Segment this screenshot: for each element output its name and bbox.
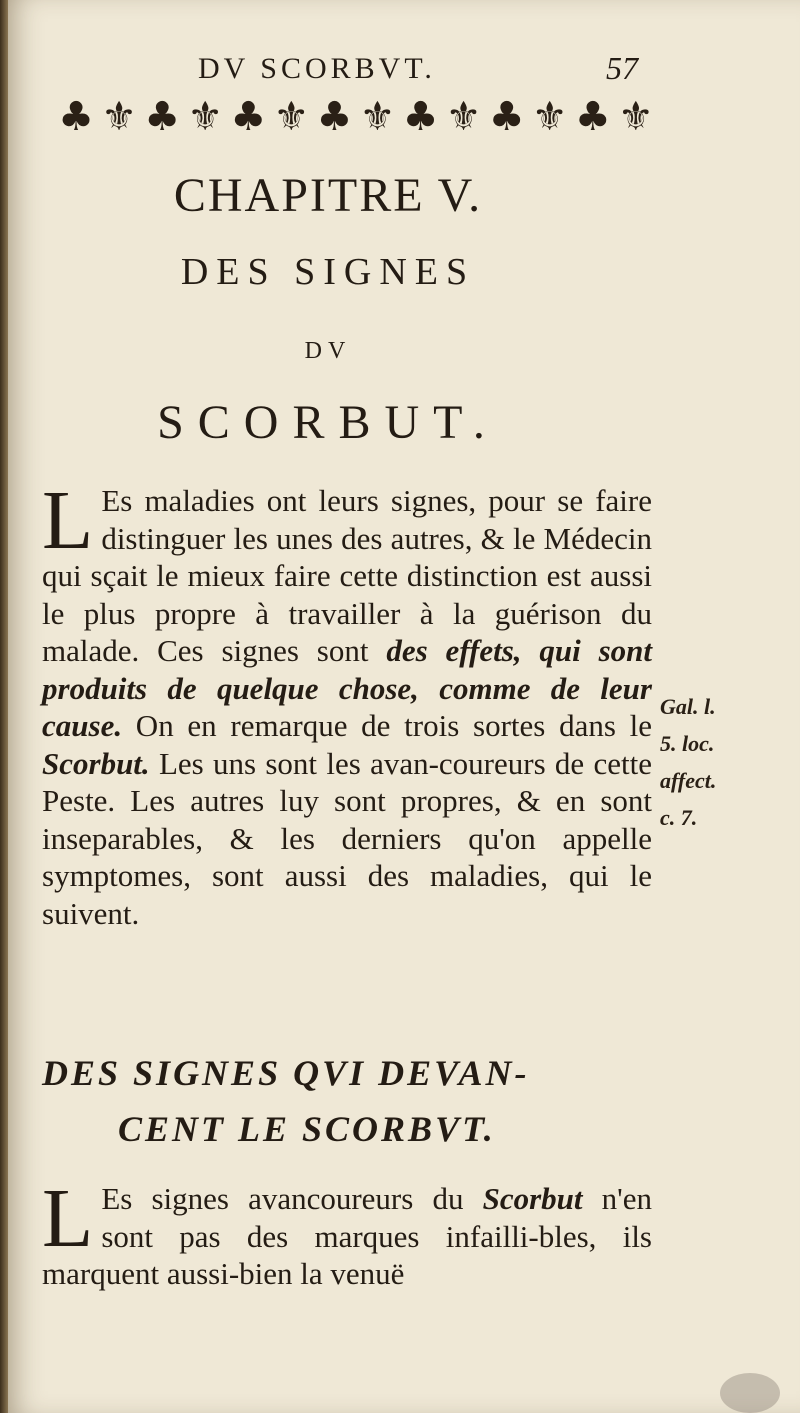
- fleuron-icon: ⚜: [359, 94, 396, 140]
- paragraph-text: Es maladies ont leurs signes, pour se faire distinguer les unes des autres, & le Médecin qui sçait le mieux faire cette distinction est aussi le plus propre à travailler à la guérison du malade. Ces signes sont: [42, 483, 652, 668]
- fleuron-icon: ⚜: [187, 94, 224, 140]
- chapter-subtitle-scorbut: SCORBUT.: [157, 396, 499, 449]
- paragraph-italic-quote: des effets, qui sont produits de quelque chose, comme de leur cause.: [42, 633, 652, 743]
- paragraph-text: Es signes avancoureurs du: [101, 1181, 483, 1216]
- fleuron-icon: ⚜: [531, 94, 568, 140]
- paragraph-text: Les uns sont les avan-coureurs de cette Peste. Les autres luy sont propres, & en sont inseparables, & les derniers qu'on appelle symptomes, sont aussi des maladies, qui le suivent.: [42, 745, 652, 931]
- drop-cap: L: [42, 474, 94, 567]
- section-heading-line1: DES SIGNES QVI DEVAN-: [42, 1053, 530, 1093]
- fleuron-icon: ⚜: [445, 94, 482, 140]
- marginal-citation: [660, 688, 790, 836]
- section-heading-line2: CENT LE SCORBVT.: [118, 1109, 496, 1149]
- chapter-title: CHAPITRE V.: [173, 169, 483, 222]
- margin-note-line: c. 7.: [660, 805, 698, 830]
- chapter-subtitle-du: DV: [304, 338, 352, 364]
- fleuron-icon: ⚜: [101, 94, 137, 140]
- margin-note-line: Gal. l.: [660, 694, 716, 719]
- drop-cap: L: [42, 1172, 94, 1265]
- paragraph-italic-term: Scorbut: [482, 1181, 583, 1216]
- page-number: 57: [606, 50, 638, 86]
- fleuron-icon: ♣: [58, 94, 94, 140]
- fleuron-icon: ♣: [402, 94, 439, 140]
- book-page: [8, 0, 800, 1413]
- chapter-subtitle-des-signes: DES SIGNES: [180, 251, 476, 293]
- paper-stain: [720, 1373, 780, 1413]
- running-head: DV SCORBVT.: [198, 52, 436, 85]
- fleuron-ornament-band: [56, 92, 656, 142]
- fleuron-icon: ♣: [574, 94, 611, 140]
- fleuron-icon: ♣: [488, 94, 525, 140]
- fleuron-icon: ⚜: [273, 94, 310, 140]
- paragraph-intro: [42, 474, 652, 932]
- margin-note-line: affect.: [660, 768, 717, 793]
- fleuron-icon: ⚜: [617, 94, 654, 140]
- paragraph-text: On en remarque de trois sortes dans le: [122, 708, 652, 743]
- fleuron-icon: ♣: [316, 94, 353, 140]
- paragraph-italic-term: Scorbut.: [42, 745, 150, 781]
- margin-note-line: 5. loc.: [660, 731, 715, 756]
- paragraph-signes-avancoureurs: [42, 1172, 652, 1293]
- fleuron-icon: ♣: [144, 94, 181, 140]
- fleuron-icon: ♣: [230, 94, 267, 140]
- paragraph-text: n'en sont pas des marques infailli-bles, ils marquent aussi-bien la venuë: [42, 1181, 652, 1291]
